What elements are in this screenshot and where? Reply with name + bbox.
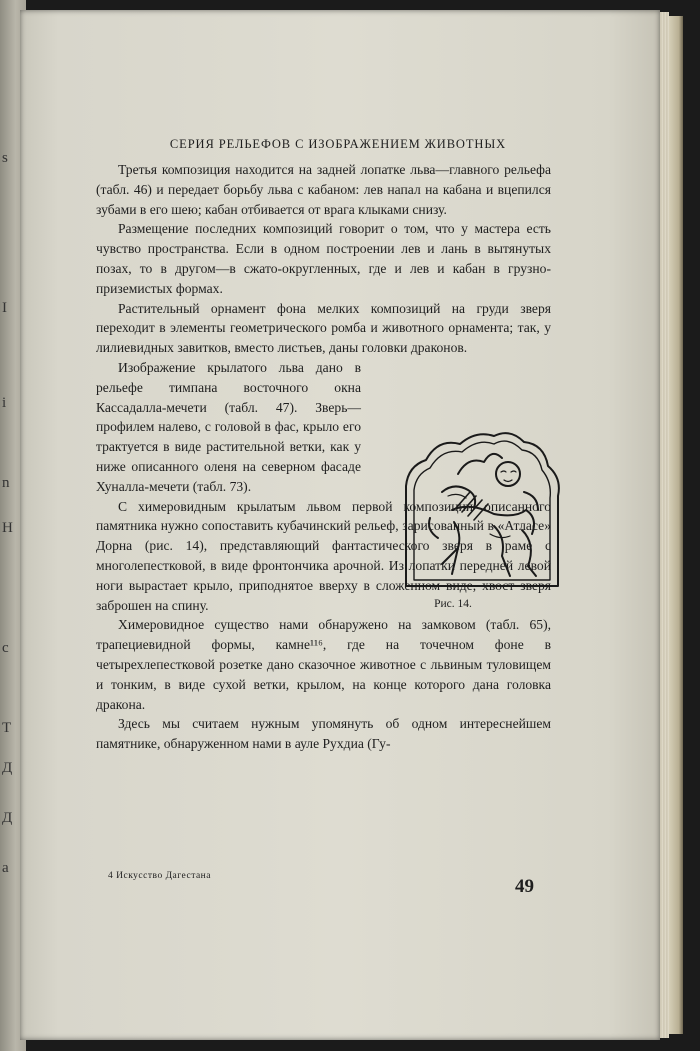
facing-page-fragment: H — [2, 520, 13, 536]
facing-page-fragment: a — [2, 860, 9, 876]
book-page — [20, 10, 660, 1040]
paragraph: С химеровидным крылатым львом первой композиции описанного памятника нужно сопоставить кубачинский рельеф, зарисованный в «Атласе» Дорна (рис. 14), представляющий фантастического зверя в раме с многолепестковой, в виде фронтончика арочной. Из лопатки передней левой ноги вырастает крыло, приподнятое вверху в сложенном виде, хвост зверя заброшен на спину. — [96, 498, 551, 613]
figure-14 — [398, 426, 568, 614]
running-header: СЕРИЯ РЕЛЬЕФОВ С ИЗОБРАЖЕНИЕМ ЖИВОТНЫХ — [169, 137, 507, 151]
paragraph: Растительный орнамент фона мелких композиций на груди зверя переходит в элементы геометрического ромба и животного орнамента; так, у лилиевидных завитков, вместо листьев, даны головки драконов. — [96, 300, 551, 356]
signature-mark: 4 Искусство Дагестана — [108, 871, 211, 881]
paragraph: Изображение крылатого льва дано в рельефе тимпана восточного окна Кассадалла-мечети (табл. 47). Зверь—профилем налево, с головой в фас, крыло его трактуется в виде растительной ветки, как у ниже описанного оленя на северном фасаде Хуналла-мечети (табл. 73). — [96, 359, 361, 494]
paragraph: Размещение последних композиций говорит о том, что у мастера есть чувство пространства. Если в одном построении лев и лань в вытянутых позах, то в другом—в сжато-округленных, где и лев и кабан в грузно-приземистых формах. — [96, 221, 551, 296]
paragraph: Третья композиция находится на задней лопатке льва—главного рельефа (табл. 46) и передает борьбу льва с кабаном: лев напал на кабана и вцепился зубами в его шею; кабан отбивается от врага клыками снизу. — [96, 162, 551, 217]
page-number: 49 — [515, 876, 534, 897]
paragraph: Химеровидное существо нами обнаружено на замковом (табл. 65), трапециевидной формы, камне¹¹⁶, где на точечном фоне в четырехлепестковой розетке дано сказочное животное с львиным туловищем и тонким, в виде сухой ветки, крылом, на конце которого дана головка дракона. — [96, 617, 551, 712]
facing-page-fragment: i — [2, 395, 7, 411]
facing-page-fragment: T — [2, 720, 12, 736]
facing-page-fragment: I — [2, 300, 7, 316]
book-cover-edge — [669, 16, 683, 1034]
winged-beast-relief-drawing — [398, 426, 568, 596]
facing-page-fragment: Д — [2, 760, 13, 776]
facing-page-fragment: n — [2, 475, 10, 491]
figure-caption: Рис. 14. — [434, 598, 472, 610]
paragraph: Здесь мы считаем нужным упомянуть об одном интереснейшем памятнике, обнаруженном нами в ауле Рухдиа (Гу- — [96, 716, 551, 752]
facing-page-fragment: Д — [2, 810, 13, 826]
facing-page-fragment: c — [2, 640, 9, 656]
facing-page-fragment: s — [2, 150, 8, 166]
